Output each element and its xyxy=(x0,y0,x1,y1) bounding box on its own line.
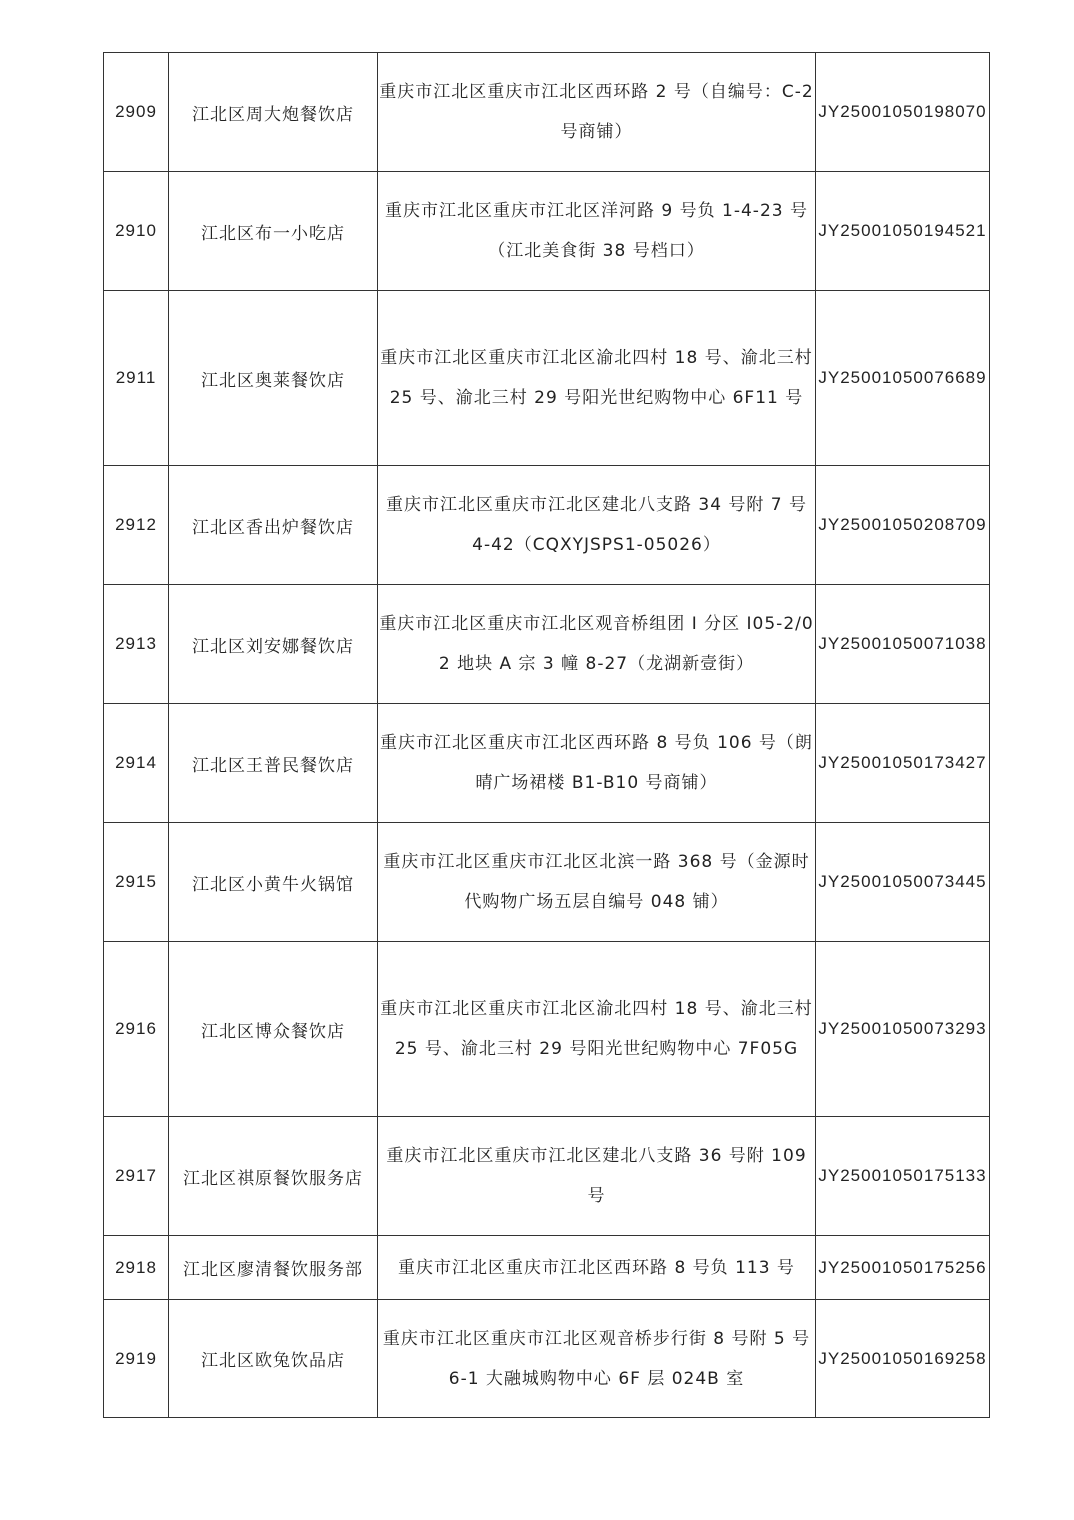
row-number: 2914 xyxy=(104,704,169,823)
license-number: JY25001050073445 xyxy=(816,823,990,942)
business-name: 江北区奥莱餐饮店 xyxy=(169,291,378,466)
business-address xyxy=(378,1117,816,1236)
business-address xyxy=(378,942,816,1117)
business-address xyxy=(378,172,816,291)
table-row xyxy=(104,172,990,291)
table-row xyxy=(104,585,990,704)
address-text: 重庆市江北区重庆市江北区渝北四村 18 号、渝北三村 25 号、渝北三村 29 号阳光世纪购物中心 7F05G xyxy=(380,999,813,1059)
address-text: 重庆市江北区重庆市江北区建北八支路 34 号附 7 号 4-42（CQXYJSPS1-05026） xyxy=(385,495,808,555)
address-text: 重庆市江北区重庆市江北区观音桥步行街 8 号附 5 号 6-1 大融城购物中心 6F 层 024B 室 xyxy=(382,1328,811,1389)
business-address xyxy=(378,1300,816,1418)
table-row xyxy=(104,53,990,172)
table-row xyxy=(104,823,990,942)
address-text: 重庆市江北区重庆市江北区西环路 8 号负 106 号（朗晴广场裙楼 B1-B10 号商铺） xyxy=(380,733,813,793)
license-number: JY25001050198070 xyxy=(816,53,990,172)
business-name: 江北区布一小吃店 xyxy=(169,172,378,291)
license-registry-table xyxy=(103,52,990,1418)
business-address xyxy=(378,585,816,704)
business-name: 江北区廖清餐饮服务部 xyxy=(169,1236,378,1300)
license-number: JY25001050194521 xyxy=(816,172,990,291)
row-number: 2918 xyxy=(104,1236,169,1300)
business-address xyxy=(378,291,816,466)
business-name: 江北区香出炉餐饮店 xyxy=(169,466,378,585)
license-number: JY25001050173427 xyxy=(816,704,990,823)
address-text: 重庆市江北区重庆市江北区观音桥组团 I 分区 I05-2/02 地块 A 宗 3 幢 8-27（龙湖新壹街） xyxy=(379,614,814,674)
table-row xyxy=(104,1236,990,1300)
table-row xyxy=(104,291,990,466)
table-row xyxy=(104,1117,990,1236)
business-address xyxy=(378,466,816,585)
table-row xyxy=(104,942,990,1117)
business-name: 江北区祺原餐饮服务店 xyxy=(169,1117,378,1236)
business-address xyxy=(378,704,816,823)
license-number: JY25001050169258 xyxy=(816,1300,990,1418)
business-address xyxy=(378,1236,816,1300)
row-number: 2909 xyxy=(104,53,169,172)
address-text: 重庆市江北区重庆市江北区渝北四村 18 号、渝北三村 25 号、渝北三村 29 号阳光世纪购物中心 6F11 号 xyxy=(380,348,813,408)
row-number: 2917 xyxy=(104,1117,169,1236)
table-row xyxy=(104,466,990,585)
license-number: JY25001050208709 xyxy=(816,466,990,585)
row-number: 2911 xyxy=(104,291,169,466)
row-number: 2912 xyxy=(104,466,169,585)
license-number: JY25001050175133 xyxy=(816,1117,990,1236)
license-number: JY25001050073293 xyxy=(816,942,990,1117)
table-row xyxy=(104,704,990,823)
business-name: 江北区周大炮餐饮店 xyxy=(169,53,378,172)
address-text: 重庆市江北区重庆市江北区西环路 8 号负 113 号 xyxy=(398,1257,795,1278)
address-text: 重庆市江北区重庆市江北区西环路 2 号（自编号：C-2 号商铺） xyxy=(379,82,814,142)
business-name: 江北区刘安娜餐饮店 xyxy=(169,585,378,704)
address-text: 重庆市江北区重庆市江北区建北八支路 36 号附 109 号 xyxy=(386,1146,807,1206)
row-number: 2915 xyxy=(104,823,169,942)
business-name: 江北区王普民餐饮店 xyxy=(169,704,378,823)
table-row xyxy=(104,1300,990,1418)
row-number: 2916 xyxy=(104,942,169,1117)
row-number: 2910 xyxy=(104,172,169,291)
business-name: 江北区小黄牛火锅馆 xyxy=(169,823,378,942)
row-number: 2913 xyxy=(104,585,169,704)
business-address xyxy=(378,823,816,942)
address-text: 重庆市江北区重庆市江北区北滨一路 368 号（金源时代购物广场五层自编号 048 铺） xyxy=(383,852,810,912)
address-text: 重庆市江北区重庆市江北区洋河路 9 号负 1-4-23 号（江北美食街 38 号档口） xyxy=(385,201,808,261)
row-number: 2919 xyxy=(104,1300,169,1418)
license-number: JY25001050071038 xyxy=(816,585,990,704)
business-name: 江北区博众餐饮店 xyxy=(169,942,378,1117)
business-address xyxy=(378,53,816,172)
license-number: JY25001050175256 xyxy=(816,1236,990,1300)
license-number: JY25001050076689 xyxy=(816,291,990,466)
business-name: 江北区欧兔饮品店 xyxy=(169,1300,378,1418)
